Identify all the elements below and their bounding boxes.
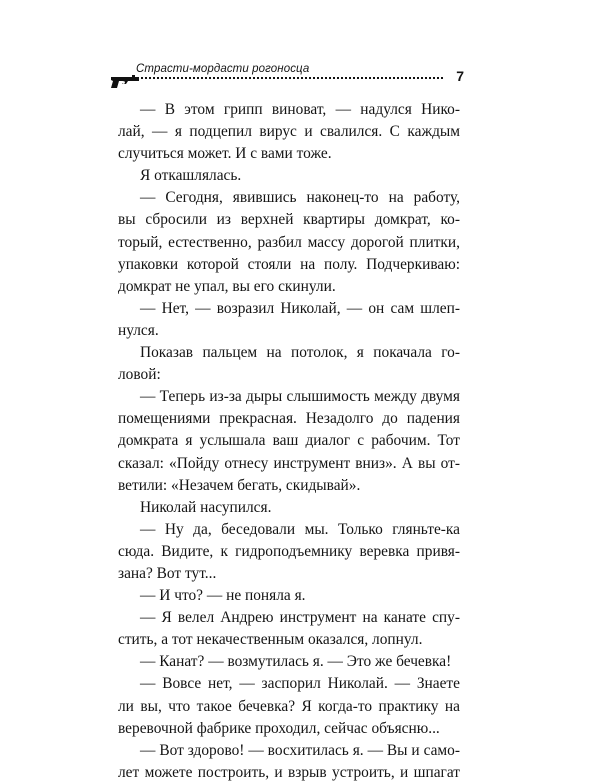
body-text (118, 99, 460, 784)
text-line: веревочной фабрике проходил, сейчас объясню... (118, 719, 440, 737)
text-line: ловой: (118, 366, 161, 384)
text-line: лет можете построить, и взрыв устроить, и шпагат (118, 763, 460, 781)
dotted-rule (128, 77, 443, 79)
text-line: случиться может. И с вами тоже. (118, 145, 332, 163)
text-line: домкрата я услышала ваш диалог с рабочим. Тот (118, 432, 460, 450)
text-line: — Вовсе нет, — заспорил Николай. — Знаете (140, 675, 460, 693)
text-line: Николай насупился. (140, 498, 272, 516)
text-line: — Ну да, беседовали мы. Только гляньте-ка (140, 520, 460, 538)
text-line: ли вы, что такое бечевка? Я когда-то практику на (118, 697, 460, 715)
text-line: — Теперь из-за дыры слышимость между двумя (140, 388, 460, 406)
running-title: Страсти-мордасти рогоносца (136, 63, 310, 75)
text-line: Показав пальцем на потолок, я покачала го- (140, 344, 460, 362)
text-line: вы сбросили из верхней квартиры домкрат, ко- (118, 211, 460, 229)
text-line: помещениями прекрасная. Незадолго до падения (118, 410, 460, 428)
text-line: — Канат? — возмутилась я. — Это же бечевка! (140, 653, 452, 671)
text-line: — Вот здорово! — восхитилась я. — Вы и само- (140, 741, 460, 759)
text-line: сюда. Видите, к гидроподъемнику веревка привя- (118, 542, 460, 560)
text-line: стить, а тот некачественным оказался, лопнул. (118, 631, 423, 649)
revolver-icon (110, 73, 140, 89)
text-line: ветили: «Незачем бегать, скидывай». (118, 476, 361, 494)
text-line: лай, — я подцепил вирус и свалился. С каждым (118, 123, 460, 141)
text-line: нулся. (118, 321, 159, 339)
text-line: — Нет, — возразил Николай, — он сам шлеп- (140, 299, 460, 317)
text-line: упаковки которой стояли на полу. Подчеркиваю: (118, 255, 460, 273)
text-line: домкрат не упал, вы его скинули. (118, 277, 336, 295)
text-line: сказал: «Пойду отнесу инструмент вниз». А вы от- (118, 454, 460, 472)
text-line: — И что? — не поняла я. (140, 587, 306, 605)
text-line: — Сегодня, явившись наконец-то на работу, (140, 189, 460, 207)
text-line: Я откашлялась. (140, 167, 242, 185)
text-line: — Я велел Андрею инструмент на канате спу- (140, 609, 460, 627)
page-number: 7 (456, 68, 464, 84)
page-header (108, 63, 470, 93)
text-line: торый, естественно, разбил массу дорогой плитки, (118, 233, 460, 251)
text-line: зана? Вот тут... (118, 564, 217, 582)
text-line: — В этом грипп виноват, — надулся Нико- (140, 101, 460, 118)
